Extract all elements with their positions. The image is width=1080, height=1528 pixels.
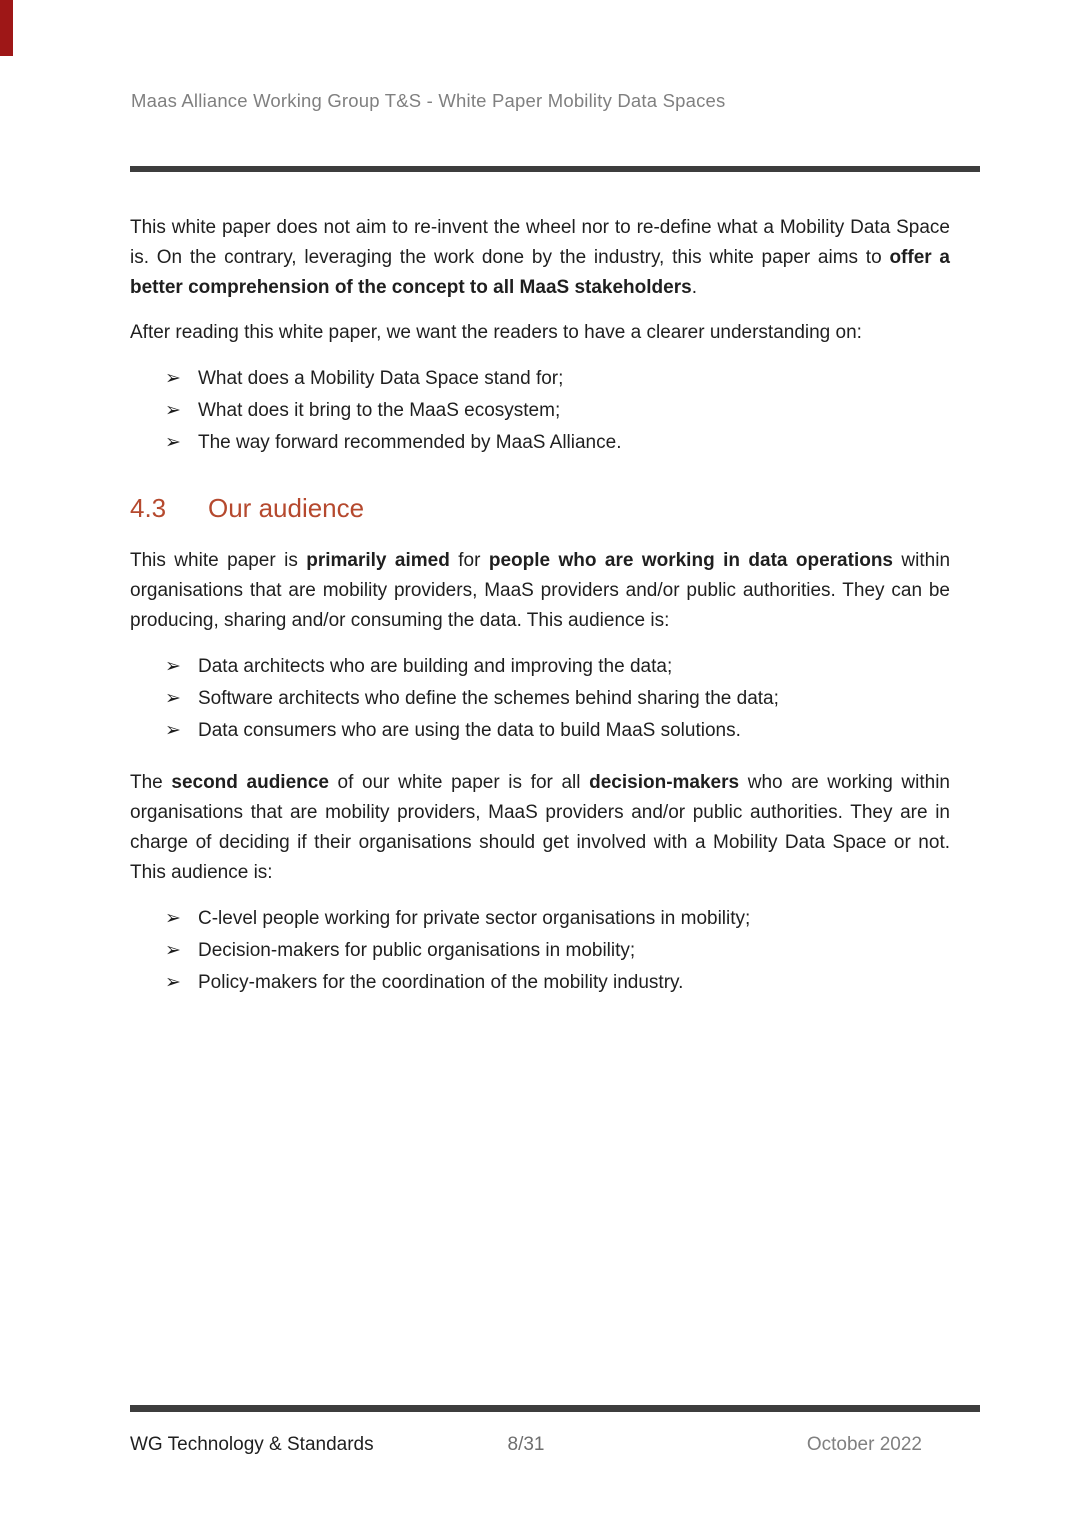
bullet-list-primary-audience: [130, 651, 950, 747]
list-item: [130, 395, 950, 427]
footer-date: October 2022: [806, 1434, 922, 1455]
header-rule: [130, 166, 980, 172]
list-item: [130, 935, 950, 967]
arrow-bullet-icon: ➢: [165, 432, 181, 453]
arrow-bullet-icon: ➢: [165, 720, 181, 741]
list-item: [130, 715, 950, 747]
arrow-bullet-icon: ➢: [165, 368, 181, 389]
list-item-text: The way forward recommended by MaaS Alliance.: [198, 432, 622, 453]
list-item-text: Data consumers who are using the data to build MaaS solutions.: [198, 720, 741, 741]
list-item-text: Decision-makers for public organisations in mobility;: [198, 940, 636, 961]
bullet-list-understanding: [130, 363, 950, 459]
list-item-text: Software architects who define the schemes behind sharing the data;: [198, 688, 779, 709]
paragraph-primary-audience: This white paper is primarily aimed for people who are working in data operations within organisations that are mobility providers, MaaS providers and/or public authorities. They can be producing, sharing and/or consuming the data. This audience is:: [130, 550, 951, 631]
arrow-bullet-icon: ➢: [165, 940, 181, 961]
paragraph-intro: This white paper does not aim to re-invent the wheel nor to re-define what a Mobility Data Space is. On the contrary, leveraging the work done by the industry, this white paper aims to offer a better comprehension of the concept to all MaaS stakeholders.: [130, 217, 950, 298]
arrow-bullet-icon: ➢: [165, 972, 181, 993]
list-item-text: Policy-makers for the coordination of the mobility industry.: [198, 972, 684, 993]
list-item-text: C-level people working for private sector organisations in mobility;: [198, 908, 751, 929]
footer-page-number: 8/31: [507, 1434, 545, 1455]
list-item-text: Data architects who are building and improving the data;: [198, 656, 673, 677]
list-item: [130, 967, 950, 999]
paragraph-second-audience: The second audience of our white paper is for all decision-makers who are working within organisations that are mobility providers, MaaS providers and/or public authorities. They are in charge of deciding if their organisations should get involved with a Mobility Data Space or not. This audience is:: [130, 772, 950, 883]
list-item-text: What does a Mobility Data Space stand for;: [198, 368, 564, 389]
bullet-list-second-audience: [130, 903, 950, 999]
page-body: [130, 213, 950, 1020]
page-corner-marker: [0, 0, 13, 56]
running-header: Maas Alliance Working Group T&S - White Paper Mobility Data Spaces: [131, 90, 726, 111]
footer-document-name: WG Technology & Standards: [130, 1434, 374, 1455]
section-title: Our audience: [208, 493, 365, 523]
arrow-bullet-icon: ➢: [165, 656, 181, 677]
list-item: [130, 427, 950, 459]
list-item: [130, 651, 950, 683]
footer-rule: [130, 1405, 980, 1412]
list-item: [130, 363, 950, 395]
page-footer: [130, 1430, 980, 1460]
arrow-bullet-icon: ➢: [165, 688, 181, 709]
arrow-bullet-icon: ➢: [165, 400, 181, 421]
arrow-bullet-icon: ➢: [165, 908, 181, 929]
list-item: [130, 683, 950, 715]
section-number: 4.3: [130, 493, 167, 523]
list-item-text: What does it bring to the MaaS ecosystem;: [198, 400, 561, 421]
list-item: [130, 903, 950, 935]
paragraph-after-reading: After reading this white paper, we want the readers to have a clearer understanding on:: [130, 322, 862, 343]
section-heading: [130, 493, 950, 523]
